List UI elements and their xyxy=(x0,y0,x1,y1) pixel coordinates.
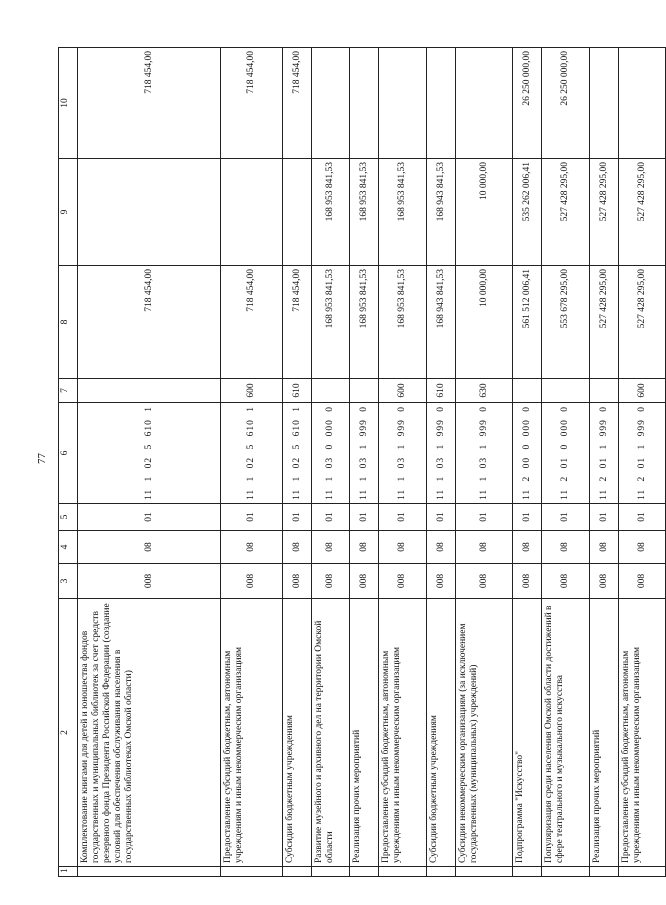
table-row xyxy=(221,48,283,877)
budget-table-container xyxy=(58,48,647,877)
row-name-cell: Реализация прочих мероприятий xyxy=(590,599,619,867)
amount-cell: 553 678 295,00 xyxy=(542,266,590,379)
classification-cell: 11 1 02 5 610 1 xyxy=(221,403,283,504)
header-cell: 7 xyxy=(59,379,78,403)
amount-cell: 168 943 841,53 xyxy=(427,266,456,379)
row-number-cell xyxy=(78,867,221,877)
code-cell: 08 xyxy=(283,531,312,564)
code-cell: 01 xyxy=(379,504,427,531)
amount-cell xyxy=(619,48,666,159)
code-cell: 008 xyxy=(513,564,542,599)
code-cell: 600 xyxy=(379,379,427,403)
code-cell: 01 xyxy=(283,504,312,531)
code-cell: 008 xyxy=(456,564,513,599)
code-cell: 008 xyxy=(312,564,350,599)
classification-cell: 11 1 03 0 000 0 xyxy=(312,403,350,504)
code-cell: 01 xyxy=(427,504,456,531)
amount-cell: 718 454,00 xyxy=(283,266,312,379)
amount-cell xyxy=(221,159,283,266)
code-cell: 600 xyxy=(221,379,283,403)
code-cell: 08 xyxy=(513,531,542,564)
code-cell: 610 xyxy=(427,379,456,403)
code-cell xyxy=(312,379,350,403)
row-name-cell: Реализация прочих мероприятий xyxy=(350,599,379,867)
amount-cell xyxy=(78,159,221,266)
code-cell: 01 xyxy=(78,504,221,531)
amount-cell: 718 454,00 xyxy=(78,266,221,379)
row-name-cell: Подпрограмма "Искусство" xyxy=(513,599,542,867)
amount-cell: 168 953 841,53 xyxy=(350,159,379,266)
code-cell xyxy=(590,379,619,403)
code-cell: 008 xyxy=(379,564,427,599)
amount-cell: 168 953 841,53 xyxy=(312,266,350,379)
row-name-cell: Предоставление субсидий бюджетным, автономным учреждениям и иным некоммерческим организациям xyxy=(379,599,427,867)
code-cell xyxy=(542,379,590,403)
table-row xyxy=(542,48,590,877)
row-number-cell xyxy=(619,867,666,877)
code-cell: 008 xyxy=(619,564,666,599)
row-name-cell: Субсидии бюджетным учреждениям xyxy=(427,599,456,867)
code-cell xyxy=(350,379,379,403)
table-row xyxy=(427,48,456,877)
row-number-cell xyxy=(542,867,590,877)
header-cell: 9 xyxy=(59,159,78,266)
table-row xyxy=(513,48,542,877)
code-cell: 01 xyxy=(456,504,513,531)
amount-cell: 168 953 841,53 xyxy=(379,159,427,266)
header-cell: 8 xyxy=(59,266,78,379)
row-number-cell xyxy=(456,867,513,877)
table-row xyxy=(312,48,350,877)
code-cell: 01 xyxy=(350,504,379,531)
code-cell: 630 xyxy=(456,379,513,403)
code-cell: 08 xyxy=(379,531,427,564)
amount-cell xyxy=(312,48,350,159)
header-row xyxy=(59,48,78,877)
code-cell xyxy=(513,379,542,403)
amount-cell: 718 454,00 xyxy=(78,48,221,159)
classification-cell: 11 1 03 1 999 0 xyxy=(456,403,513,504)
classification-cell: 11 2 01 1 999 0 xyxy=(619,403,666,504)
row-name-cell: Популяризация среди населения Омской области достижений в сфере театрального и музыкального искусства xyxy=(542,599,590,867)
code-cell: 008 xyxy=(427,564,456,599)
amount-cell: 718 454,00 xyxy=(283,48,312,159)
classification-cell: 11 1 03 1 999 0 xyxy=(379,403,427,504)
amount-cell: 10 000,00 xyxy=(456,159,513,266)
code-cell: 008 xyxy=(221,564,283,599)
code-cell: 01 xyxy=(221,504,283,531)
row-name-cell: Предоставление субсидий бюджетным, автономным учреждениям и иным некоммерческим организациям xyxy=(619,599,666,867)
amount-cell xyxy=(350,48,379,159)
code-cell: 008 xyxy=(542,564,590,599)
amount-cell: 26 250 000,00 xyxy=(542,48,590,159)
classification-cell: 11 2 01 1 999 0 xyxy=(590,403,619,504)
amount-cell xyxy=(590,48,619,159)
code-cell: 01 xyxy=(542,504,590,531)
header-cell: 3 xyxy=(59,564,78,599)
code-cell xyxy=(78,379,221,403)
amount-cell: 168 943 841,53 xyxy=(427,159,456,266)
row-name-cell: Развитие музейного и архивного дел на территории Омской области xyxy=(312,599,350,867)
header-cell: 4 xyxy=(59,531,78,564)
code-cell: 600 xyxy=(619,379,666,403)
amount-cell xyxy=(283,159,312,266)
amount-cell: 10 000,00 xyxy=(456,266,513,379)
row-number-cell xyxy=(590,867,619,877)
row-number-cell xyxy=(221,867,283,877)
code-cell: 01 xyxy=(619,504,666,531)
header-cell: 6 xyxy=(59,403,78,504)
code-cell: 01 xyxy=(312,504,350,531)
classification-cell: 11 1 02 5 610 1 xyxy=(283,403,312,504)
table-row xyxy=(590,48,619,877)
code-cell: 08 xyxy=(221,531,283,564)
amount-cell xyxy=(456,48,513,159)
row-number-cell xyxy=(312,867,350,877)
row-name-cell: Субсидии бюджетным учреждениям xyxy=(283,599,312,867)
row-number-cell xyxy=(350,867,379,877)
amount-cell xyxy=(427,48,456,159)
classification-cell: 11 2 01 0 000 0 xyxy=(542,403,590,504)
code-cell: 08 xyxy=(542,531,590,564)
budget-table xyxy=(58,47,666,877)
amount-cell: 26 250 000,00 xyxy=(513,48,542,159)
table-row xyxy=(379,48,427,877)
header-cell: 1 xyxy=(59,867,78,877)
code-cell: 08 xyxy=(619,531,666,564)
table-row xyxy=(350,48,379,877)
amount-cell: 527 428 295,00 xyxy=(590,266,619,379)
code-cell: 08 xyxy=(350,531,379,564)
code-cell: 08 xyxy=(427,531,456,564)
classification-cell: 11 1 03 1 999 0 xyxy=(350,403,379,504)
code-cell: 08 xyxy=(78,531,221,564)
code-cell: 008 xyxy=(283,564,312,599)
header-cell: 10 xyxy=(59,48,78,159)
code-cell: 01 xyxy=(513,504,542,531)
table-row xyxy=(78,48,221,877)
row-number-cell xyxy=(283,867,312,877)
code-cell: 08 xyxy=(312,531,350,564)
amount-cell xyxy=(379,48,427,159)
amount-cell: 527 428 295,00 xyxy=(542,159,590,266)
table-row xyxy=(456,48,513,877)
amount-cell: 527 428 295,00 xyxy=(619,266,666,379)
row-number-cell xyxy=(379,867,427,877)
row-name-cell: Субсидии некоммерческим организациям (за исключением государственных (муниципальных) учреждений) xyxy=(456,599,513,867)
amount-cell: 535 262 006,41 xyxy=(513,159,542,266)
amount-cell: 718 454,00 xyxy=(221,48,283,159)
table-row xyxy=(619,48,666,877)
amount-cell: 527 428 295,00 xyxy=(590,159,619,266)
page-number: 77 xyxy=(36,453,48,464)
table-row xyxy=(283,48,312,877)
classification-cell: 11 2 00 0 000 0 xyxy=(513,403,542,504)
amount-cell: 168 953 841,53 xyxy=(379,266,427,379)
code-cell: 610 xyxy=(283,379,312,403)
amount-cell: 561 512 006,41 xyxy=(513,266,542,379)
header-cell: 5 xyxy=(59,504,78,531)
code-cell: 008 xyxy=(350,564,379,599)
header-cell: 2 xyxy=(59,599,78,867)
code-cell: 08 xyxy=(456,531,513,564)
classification-cell: 11 1 02 5 610 1 xyxy=(78,403,221,504)
code-cell: 08 xyxy=(590,531,619,564)
row-name-cell: Предоставление субсидий бюджетным, автономным учреждениям и иным некоммерческим организациям xyxy=(221,599,283,867)
classification-cell: 11 1 03 1 999 0 xyxy=(427,403,456,504)
code-cell: 008 xyxy=(78,564,221,599)
code-cell: 01 xyxy=(590,504,619,531)
code-cell: 008 xyxy=(590,564,619,599)
row-number-cell xyxy=(513,867,542,877)
amount-cell: 168 953 841,53 xyxy=(312,159,350,266)
amount-cell: 527 428 295,00 xyxy=(619,159,666,266)
row-number-cell xyxy=(427,867,456,877)
amount-cell: 168 953 841,53 xyxy=(350,266,379,379)
amount-cell: 718 454,00 xyxy=(221,266,283,379)
row-name-cell: Комплектование книгами для детей и юношества фондов государственных и муниципальных библиотек за счет средств резервного фонда Президента Российской Федерации (создание условий для обеспечения обслуживания населения в государственных библиотеках Омской области) xyxy=(78,599,221,867)
